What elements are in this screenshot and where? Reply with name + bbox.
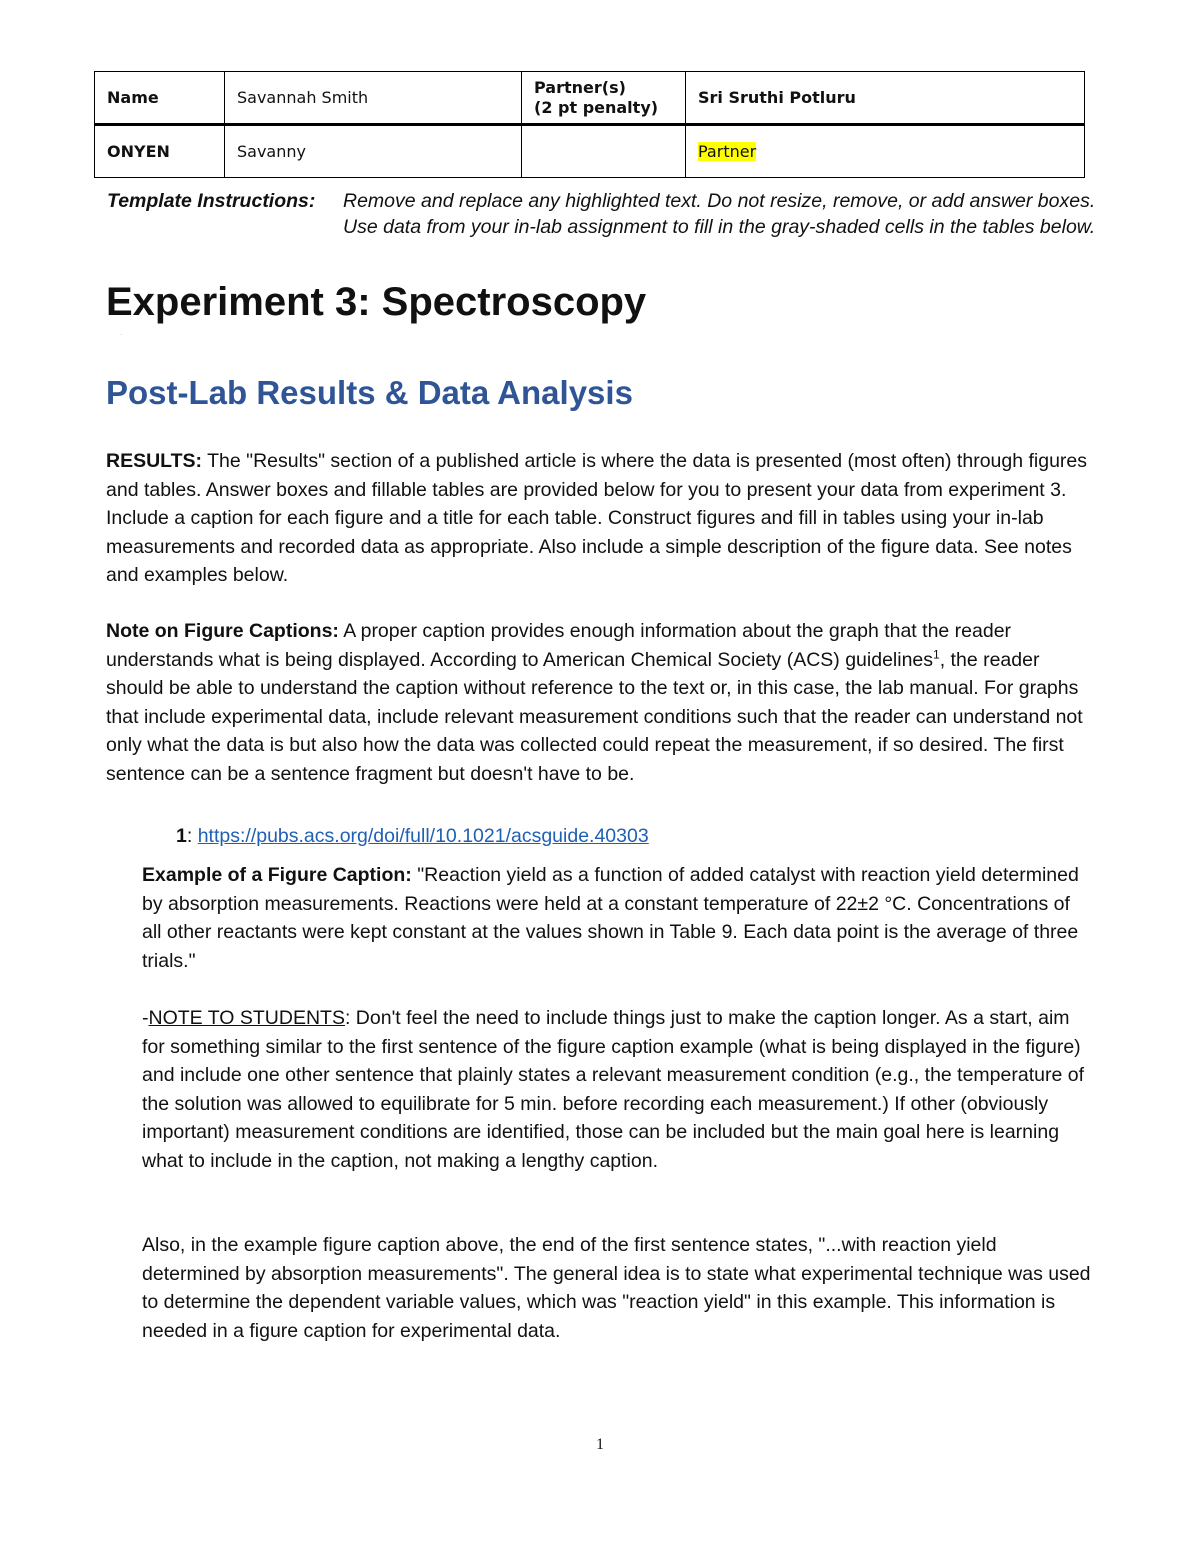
reference-link[interactable]: https://pubs.acs.org/doi/full/10.1021/acsguide.40303 [197, 825, 649, 847]
note-captions-paragraph [106, 617, 1096, 789]
partner-label-line2: (2 pt penalty) [534, 97, 659, 117]
template-instructions [107, 189, 1107, 240]
note-captions-text-2: , the reader should be able to understand the caption without reference to the text or, in this case, the lab manual. For graphs that include experimental data, include relevant measurement conditions such that the reader can understand not only what the data is but also how the data was collected could repeat the measurement, if so desired. The first sentence can be a sentence fragment but doesn't have to be. [106, 648, 1083, 785]
note-students-prefix: - [142, 1007, 149, 1029]
partner-value[interactable]: Sri Sruthi Potluru [686, 72, 1085, 125]
section-title: Post-Lab Results & Data Analysis [106, 374, 633, 411]
partner-onyen-value[interactable]: Partner [698, 141, 757, 161]
example-caption-text: "Reaction yield as a function of added catalyst with reaction yield determined by absorption measurements. Reactions were held at a constant temperature of 22±2 °C. Concentrations of all other reactants were kept constant at the values shown in Table 9. Each data point is the average of three trials." [142, 864, 1079, 972]
info-row-onyen [95, 125, 1085, 178]
results-text: The "Results" section of a published article is where the data is presented (most often) through figures and tables. Answer boxes and fillable tables are provided below for you to present your data from experiment 3. Include a caption for each figure and a title for each table. Construct figures and fill in tables using your in-lab measurements and recorded data as appropriate. Also include a simple description of the figure data. See notes and examples below. [106, 450, 1088, 587]
page-number: 1 [596, 1436, 604, 1453]
note-students-paragraph [142, 1004, 1097, 1176]
note-captions-text-1: A proper caption provides enough information about the graph that the reader understands what is being displayed. According to American Chemical Society (ACS) guidelines [106, 620, 1012, 671]
template-instructions-label: Template Instructions: [107, 190, 316, 212]
student-info-table [94, 71, 1085, 178]
results-paragraph [106, 447, 1096, 590]
note-students-label: NOTE TO STUDENTS [148, 1007, 345, 1029]
results-label: RESULTS: [106, 450, 203, 472]
example-caption-label: Example of a Figure Caption: [142, 864, 412, 886]
stray-mark: · [120, 332, 122, 338]
template-instructions-text: Remove and replace any highlighted text. Do not resize, remove, or add answer boxes. Use data from your in-lab assignment to fill in the gray-shaded cells in the tables below. [343, 190, 1096, 238]
page-title: Experiment 3: Spectroscopy [106, 280, 647, 324]
partner-label-line1: Partner(s) [534, 77, 626, 97]
onyen-label: ONYEN [95, 125, 225, 178]
footnote-marker: 1 [933, 647, 940, 662]
name-label: Name [95, 72, 225, 125]
info-row-name [95, 72, 1085, 125]
also-paragraph: Also, in the example figure caption above, the end of the first sentence states, "...with reaction yield determined by absorption measurements". The general idea is to state what experimental technique was used to determine the dependent variable values, which was "reaction yield" in this example. This information is needed in a figure caption for experimental data. [142, 1234, 1091, 1342]
reference-line [176, 822, 976, 851]
reference-number: 1 [176, 825, 187, 847]
example-caption-paragraph [142, 861, 1092, 975]
reference-separator: : [186, 825, 198, 847]
name-value[interactable]: Savannah Smith [225, 72, 522, 125]
note-captions-label: Note on Figure Captions: [106, 620, 339, 642]
note-students-text: : Don't feel the need to include things just to make the caption longer. As a start, aim for something similar to the first sentence of the figure caption example (what is being displayed in the figure) and include one other sentence that plainly states a relevant measurement condition (e.g., the temperature of the solution was allowed to equilibrate for 5 min. before recording each measurement.) If other (obviously important) measurement conditions are identified, those can be included but the main goal here is learning what to include in the caption, not making a lengthy caption. [142, 1007, 1084, 1172]
partner-onyen-cell[interactable] [686, 125, 1085, 178]
partner-label [522, 72, 686, 125]
onyen-value[interactable]: Savanny [225, 125, 522, 178]
partner-onyen-label-empty [522, 125, 686, 178]
